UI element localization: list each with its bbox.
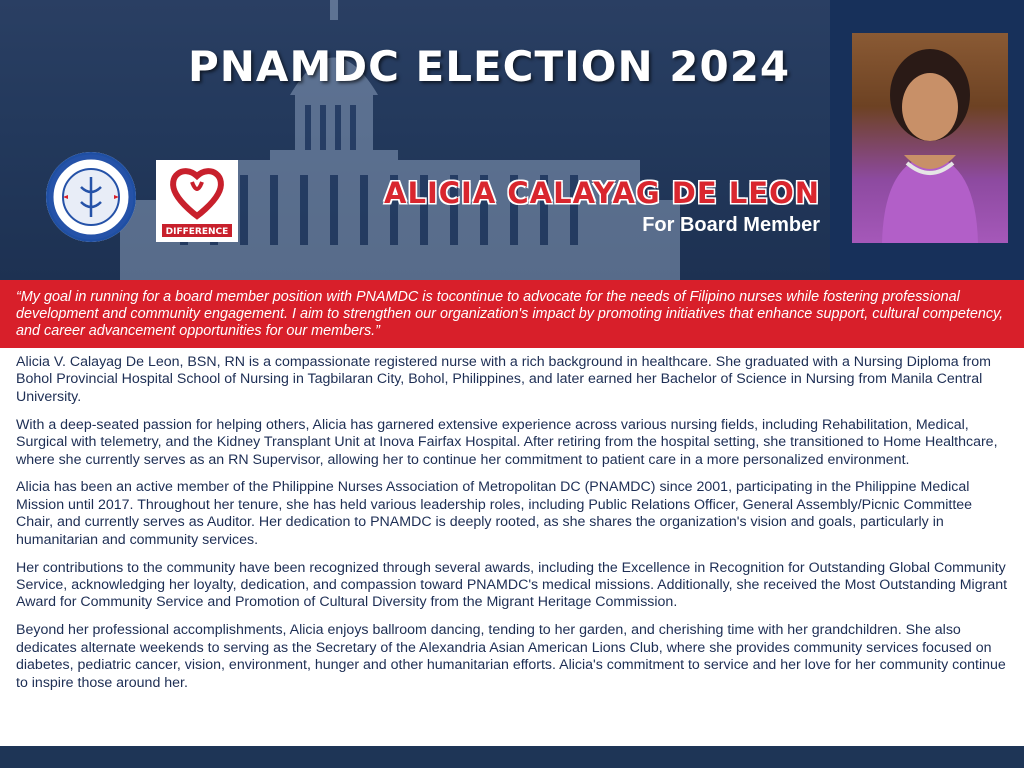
bio-paragraph-education: Alicia V. Calayag De Leon, BSN, RN is a compassionate registered nurse with a rich background in healthcare. She graduated with a Nursing Diploma from Bohol Provincial Hospital School of Nursing in Tagbilaran City, Bohol, Philippines, and later earned her Bachelor of Science in Nursing from Manila Central University.: [16, 354, 991, 405]
candidate-name: ALICIA CALAYAG DE LEON: [384, 176, 820, 210]
bio-paragraph-awards: Her contributions to the community have been recognized through several awards, including the Excellence in Recognition for Outstanding Global Community Service, acknowledging her loyalty, dedication, and compassion toward PNAMDC's medical missions. Additionally, she received the Most Outstanding Migrant Award for Community Service and Promotion of Cultural Diversity from the Migrant Heritage Commission.: [16, 559, 1008, 611]
logo-difference-text: DIFFERENCE: [165, 227, 229, 237]
footer-bar: [0, 746, 1024, 768]
bio-paragraph-membership: Alicia has been an active member of the Philippine Nurses Association of Metropolitan DC (PNAMDC) since 2001, participating in the Philippine Medical Mission until 2017. Throughout her tenure, she has held various leadership roles, including Public Relations Officer, General Assembly/Picnic Committee Chair, and currently serves as Auditor. Her dedication to PNAMDC is deeply rooted, as she shares the organization's vision and goals, particularly in humanitarian and community services.: [16, 479, 973, 548]
biography: [16, 354, 1008, 702]
election-title: PNAMDC ELECTION 2024: [188, 42, 791, 91]
bio-paragraph-experience: With a deep-seated passion for helping others, Alicia has garnered extensive experience across various nursing fields, including Rehabilitation, Medical, Surgical with telemetry, and the Kidney Transplant Unit at Inova Fairfax Hospital. After retiring from the hospital setting, she transitioned to Home Healthcare, where she currently serves as an RN Supervisor, allowing her to continue her commitment to patient care in a more personalized environment.: [16, 416, 998, 468]
bio-paragraph-personal: Beyond her professional accomplishments, Alicia enjoys ballroom dancing, tending to her garden, and cherishing time with her grandchildren. She also dedicates alternate weekends to serving as the Secretary of the Alexandria Asian American Lions Club, where she provides community services focused on diabetes, pediatric cancer, vision, environment, hunger and other humanitarian efforts. Alicia's commitment to service and her love for her community continue to inspire those around her.: [16, 622, 1006, 691]
candidate-quote: “My goal in running for a board member position with PNAMDC is tocontinue to advocate for the needs of Filipino nurses while fostering professional development and community engagement. I aim to strengthen our organization's impact by promoting initiatives that enhance support, cultural competency, and career advancement opportunities for our members.”: [16, 289, 1004, 339]
candidate-photo: [852, 33, 1008, 243]
make-a-difference-logo: [156, 160, 238, 242]
pnamdc-seal-logo: [46, 152, 136, 242]
candidate-position: For Board Member: [642, 214, 820, 236]
